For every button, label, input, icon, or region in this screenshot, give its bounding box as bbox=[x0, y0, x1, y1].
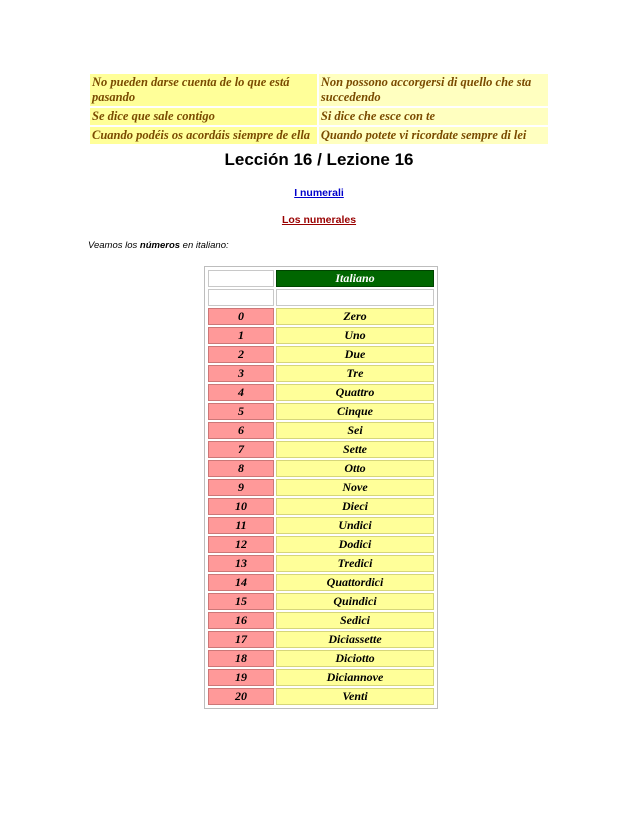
intro-bold: números bbox=[139, 240, 181, 251]
subtitle-italian-link[interactable]: I numerali bbox=[294, 187, 344, 199]
italian-word-cell: Sei bbox=[276, 422, 434, 439]
phrase-es: Se dice que sale contigo bbox=[90, 108, 317, 125]
table-row bbox=[208, 479, 434, 496]
table-row bbox=[208, 574, 434, 591]
number-cell: 6 bbox=[208, 422, 274, 439]
number-cell: 13 bbox=[208, 555, 274, 572]
phrase-row bbox=[90, 74, 548, 106]
phrases-table bbox=[88, 72, 550, 146]
number-cell: 7 bbox=[208, 441, 274, 458]
italian-word-cell: Sedici bbox=[276, 612, 434, 629]
table-row bbox=[208, 612, 434, 629]
phrase-it: Quando potete vi ricordate sempre di lei bbox=[319, 127, 548, 144]
spacer-cell bbox=[208, 289, 274, 306]
number-cell: 14 bbox=[208, 574, 274, 591]
lesson-title: Lección 16 / Lezione 16 bbox=[224, 150, 414, 169]
numbers-table bbox=[206, 268, 436, 707]
subtitle-spanish-link[interactable]: Los numerales bbox=[281, 214, 357, 226]
number-cell: 1 bbox=[208, 327, 274, 344]
italian-word-cell: Diciannove bbox=[276, 669, 434, 686]
header-italiano: Italiano bbox=[276, 270, 434, 287]
number-cell: 19 bbox=[208, 669, 274, 686]
number-cell: 5 bbox=[208, 403, 274, 420]
table-row bbox=[208, 536, 434, 553]
italian-word-cell: Undici bbox=[276, 517, 434, 534]
phrase-it: Si dice che esce con te bbox=[319, 108, 548, 125]
phrase-row bbox=[90, 127, 548, 144]
number-cell: 9 bbox=[208, 479, 274, 496]
italian-word-cell: Quattordici bbox=[276, 574, 434, 591]
phrase-es: No pueden darse cuenta de lo que está pasando bbox=[90, 74, 317, 106]
intro-text bbox=[88, 240, 229, 251]
italian-word-cell: Dieci bbox=[276, 498, 434, 515]
number-cell: 18 bbox=[208, 650, 274, 667]
table-row bbox=[208, 631, 434, 648]
spacer-cell bbox=[276, 289, 434, 306]
number-cell: 2 bbox=[208, 346, 274, 363]
number-cell: 12 bbox=[208, 536, 274, 553]
table-row bbox=[208, 441, 434, 458]
number-cell: 10 bbox=[208, 498, 274, 515]
header-blank-cell bbox=[208, 270, 274, 287]
number-cell: 17 bbox=[208, 631, 274, 648]
number-cell: 0 bbox=[208, 308, 274, 325]
table-row bbox=[208, 308, 434, 325]
italian-word-cell: Tredici bbox=[276, 555, 434, 572]
phrase-es: Cuando podéis os acordáis siempre de ella bbox=[90, 127, 317, 144]
italian-word-cell: Diciassette bbox=[276, 631, 434, 648]
number-cell: 8 bbox=[208, 460, 274, 477]
italian-word-cell: Quindici bbox=[276, 593, 434, 610]
numbers-table-frame bbox=[204, 266, 438, 709]
phrase-it: Non possono accorgersi di quello che sta succedendo bbox=[319, 74, 548, 106]
table-row bbox=[208, 327, 434, 344]
italian-word-cell: Otto bbox=[276, 460, 434, 477]
table-row bbox=[208, 669, 434, 686]
number-cell: 4 bbox=[208, 384, 274, 401]
italian-word-cell: Zero bbox=[276, 308, 434, 325]
table-row bbox=[208, 593, 434, 610]
italian-word-cell: Due bbox=[276, 346, 434, 363]
number-cell: 11 bbox=[208, 517, 274, 534]
italian-word-cell: Venti bbox=[276, 688, 434, 705]
table-spacer-row bbox=[208, 289, 434, 306]
table-row bbox=[208, 517, 434, 534]
italian-word-cell: Cinque bbox=[276, 403, 434, 420]
number-cell: 20 bbox=[208, 688, 274, 705]
table-header-row bbox=[208, 270, 434, 287]
table-row bbox=[208, 365, 434, 382]
table-row bbox=[208, 384, 434, 401]
italian-word-cell: Nove bbox=[276, 479, 434, 496]
phrase-row bbox=[90, 108, 548, 125]
table-row bbox=[208, 403, 434, 420]
italian-word-cell: Diciotto bbox=[276, 650, 434, 667]
number-cell: 16 bbox=[208, 612, 274, 629]
intro-suffix: en italiano: bbox=[180, 240, 229, 251]
table-row bbox=[208, 460, 434, 477]
number-cell: 15 bbox=[208, 593, 274, 610]
italian-word-cell: Sette bbox=[276, 441, 434, 458]
table-row bbox=[208, 555, 434, 572]
intro-prefix: Veamos los bbox=[88, 240, 140, 251]
table-row bbox=[208, 498, 434, 515]
table-row bbox=[208, 688, 434, 705]
italian-word-cell: Dodici bbox=[276, 536, 434, 553]
number-cell: 3 bbox=[208, 365, 274, 382]
italian-word-cell: Tre bbox=[276, 365, 434, 382]
italian-word-cell: Uno bbox=[276, 327, 434, 344]
table-row bbox=[208, 650, 434, 667]
table-row bbox=[208, 422, 434, 439]
table-row bbox=[208, 346, 434, 363]
italian-word-cell: Quattro bbox=[276, 384, 434, 401]
